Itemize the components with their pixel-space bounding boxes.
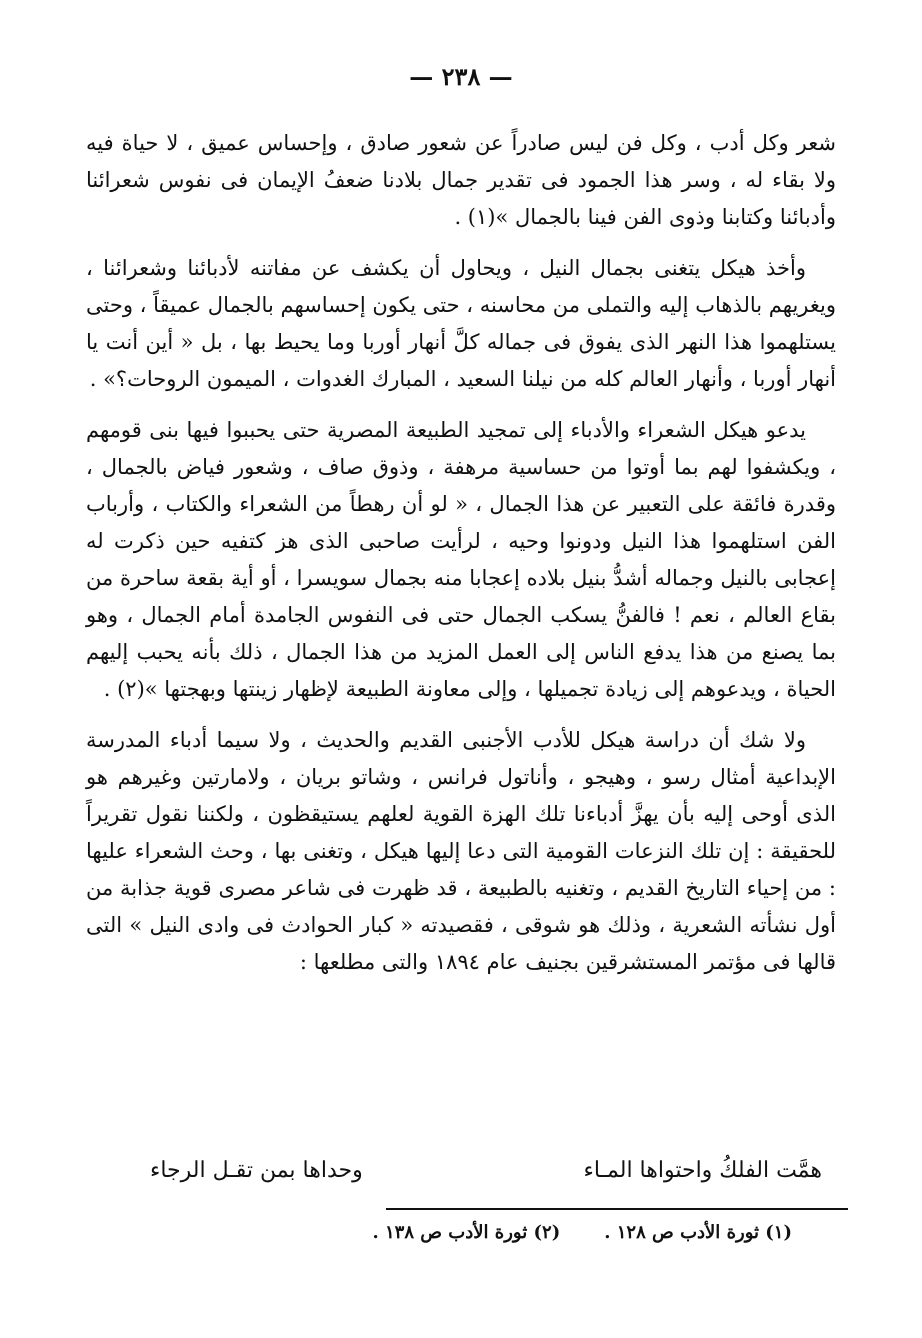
footnote-1: (١) ثورة الأدب ص ١٢٨ . bbox=[604, 1222, 792, 1243]
footnote-divider bbox=[386, 1208, 848, 1210]
main-text bbox=[86, 125, 836, 995]
footnotes bbox=[292, 1222, 792, 1243]
poem-verse bbox=[150, 1158, 822, 1183]
paragraph-3: يدعو هيكل الشعراء والأدباء إلى تمجيد الطبيعة المصرية حتى يحببوا فيها بنى قومهم ، ويكشفوا لهم بما أوتوا من حساسية مرهفة ، وذوق صاف ، وشعور فياض بالجمال ، وقدرة فائقة على التعبير عن هذا الجمال ، « لو أن رهطاً من الشعراء والكتاب ، وأرباب الفن استلهموا هذا النيل ودونوا وحيه ، لرأيت صاحبى الذى هز كتفيه حين ذكرت له إعجابى بالنيل وجماله أشدُّ بنيل بلاده إعجابا منه بجمال سويسرا ، أو أية بقعة ساحرة من بقاع العالم ، نعم ! فالفنُّ يسكب الجمال حتى فى النفوس الجامدة أمام الجمال ، وهو بما يصنع من هذا يدفع الناس إلى العمل المزيد من هذا الجمال ، ذلك بأنه يحبب إليهم الحياة ، ويدعوهم إلى زيادة تجميلها ، وإلى معاونة الطبيعة لإظهار زينتها وبهجتها »(٢) . bbox=[86, 418, 836, 701]
paragraph-1: شعر وكل أدب ، وكل فن ليس صادراً عن شعور صادق ، وإحساس عميق ، لا حياة فيه ولا بقاء له ، وسر هذا الجمود فى تقدير جمال بلادنا ضعفُ الإيمان فى نفوس شعرائنا وأدبائنا وكتابنا وذوى الفن فينا بالجمال »(١) . bbox=[86, 131, 836, 229]
verse-first-hemistich: همَّت الفلكُ واحتواها المـاء bbox=[583, 1158, 822, 1183]
paragraph-2: وأخذ هيكل يتغنى بجمال النيل ، ويحاول أن يكشف عن مفاتنه لأدبائنا وشعرائنا ، ويغريهم بالذهاب إليه والتملى من محاسنه ، حتى يكون إحساسهم بالجمال عميقاً ، وحتى يستلهموا هذا النهر الذى يفوق فى جماله كلَّ أنهار أوربا وما يحيط بها ، بل « أين أنت يا أنهار أوربا ، وأنهار العالم كله من نيلنا السعيد ، المبارك الغدوات ، الميمون الروحات؟» . bbox=[86, 256, 836, 391]
verse-second-hemistich: وحداها بمن تقـل الرجاء bbox=[150, 1158, 363, 1183]
paragraph-4: ولا شك أن دراسة هيكل للأدب الأجنبى القديم والحديث ، ولا سيما أدباء المدرسة الإبداعية أمثال رسو ، وهيجو ، وأناتول فرانس ، وشاتو بريان ، ولامارتين وغيرهم هو الذى أوحى إليه بأن يهزَّ أدباءنا تلك الهزة القوية لعلهم يستيقظون ، ولكننا نقول تقريراً للحقيقة : إن تلك النزعات القومية التى دعا إليها هيكل ، وتغنى بها ، وحث الشعراء عليها : من إحياء التاريخ القديم ، وتغنيه بالطبيعة ، قد ظهرت فى شاعر مصرى قوية جذابة من أول نشأته الشعرية ، وذلك هو شوقى ، فقصيدته « كبار الحوادث فى وادى النيل » التى قالها فى مؤتمر المستشرقين بجنيف عام ١٨٩٤ والتى مطلعها : bbox=[86, 728, 836, 974]
footnote-2: (٢) ثورة الأدب ص ١٣٨ . bbox=[372, 1222, 561, 1243]
page-number: — ٢٣٨ — bbox=[409, 62, 513, 91]
